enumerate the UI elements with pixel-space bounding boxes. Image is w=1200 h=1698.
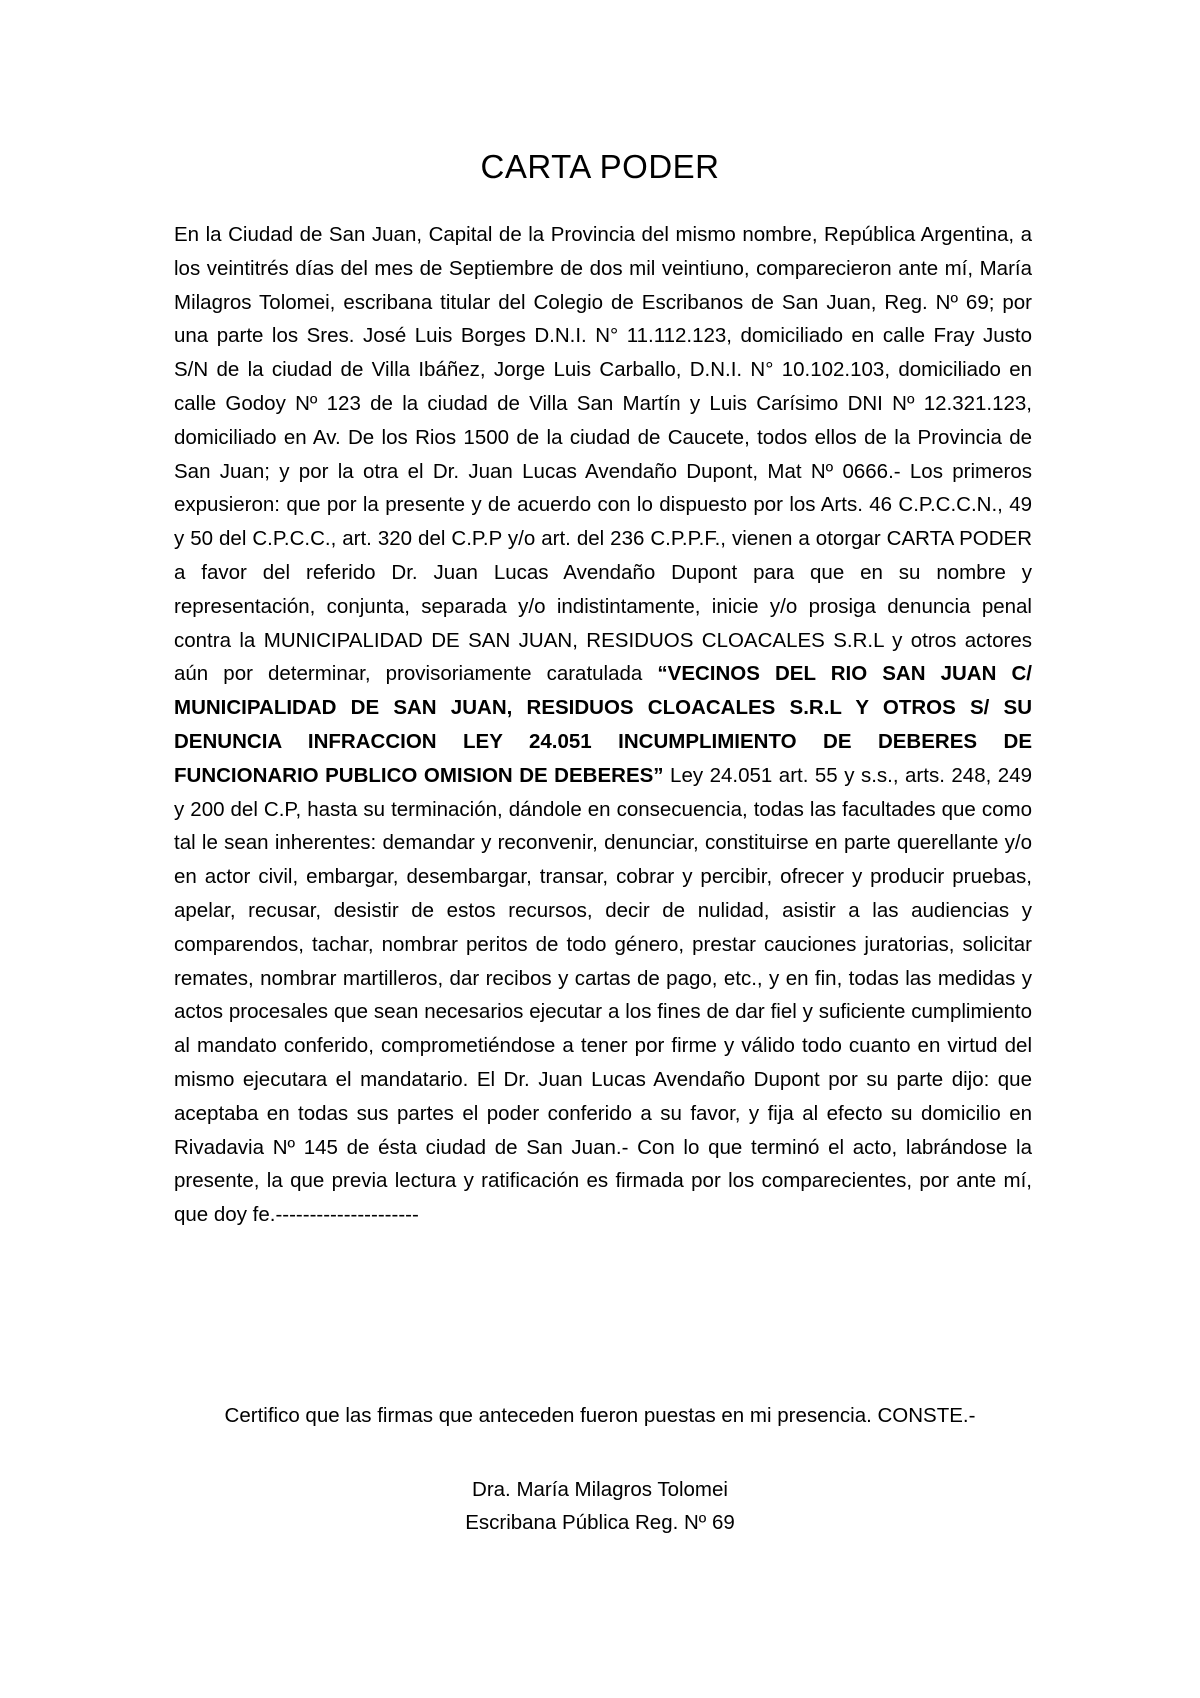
certification-statement: Certifico que las firmas que anteceden fueron puestas en mi presencia. CONSTE.- (224, 1404, 976, 1427)
signer-name: Dra. María Milagros Tolomei (472, 1478, 728, 1501)
signer-role: Escribana Pública Reg. Nº 69 (465, 1511, 735, 1534)
signer-block (0, 1473, 1200, 1539)
case-title: “VECINOS DEL RIO SAN JUAN C/ MUNICIPALIDAD DE SAN JUAN, RESIDUOS CLOACALES S.R.L Y OTROS S/ SU DENUNCIA INFRACCION LEY 24.051 INCUMPLIMIENTO DE DEBERES DE FUNCIONARIO PUBLICO OMISION DE DEBERES” (174, 662, 1033, 787)
body-text-part-2: Ley 24.051 art. 55 y s.s., arts. 248, 249 y 200 del C.P, hasta su terminación, dándole en consecuencia, todas las facultades que como tal le sean inherentes: demandar y reconvenir, denunciar, constituirse en parte querellante y/o en actor civil, embargar, desembargar, transar, cobrar y percibir, ofrecer y producir pruebas, apelar, recusar, desistir de estos recursos, decir de nulidad, asistir a las audiencias y comparendos, tachar, nombrar peritos de todo género, prestar cauciones juratorias, solicitar remates, nombrar martilleros, dar recibos y cartas de pago, etc., y en fin, todas las medidas y actos procesales que sean necesarios ejecutar a los fines de dar fiel y suficiente cumplimiento al mandato conferido, comprometiéndose a tener por firme y válido todo cuanto en virtud del mismo ejecutara el mandatario. El Dr. Juan Lucas Avendaño Dupont por su parte dijo: que aceptaba en todas sus partes el poder conferido a su favor, y fija al efecto su domicilio en Rivadavia Nº 145 de ésta ciudad de San Juan.- Con lo que terminó el acto, labrándose la presente, la que previa lectura y ratificación es firmada por los comparecientes, por ante mí, que doy fe.--------------------- (174, 763, 1032, 1227)
document-body (174, 218, 1032, 1232)
document-title: CARTA PODER (480, 148, 720, 185)
body-text-part-1: En la Ciudad de San Juan, Capital de la Provincia del mismo nombre, República Argentina, a los veintitrés días del mes de Septiembre de dos mil veintiuno, comparecieron ante mí, María Milagros Tolomei, escribana titular del Colegio de Escribanos de San Juan, Reg. Nº 69; por una parte los Sres. José Luis Borges D.N.I. N° 11.112.123, domiciliado en calle Fray Justo S/N de la ciudad de Villa Ibáñez, Jorge Luis Carballo, D.N.I. N° 10.102.103, domiciliado en calle Godoy Nº 123 de la ciudad de Villa San Martín y Luis Carísimo DNI Nº 12.321.123, domiciliado en Av. De los Rios 1500 de la ciudad de Caucete, todos ellos de la Provincia de San Juan; y por la otra el Dr. Juan Lucas Avendaño Dupont, Mat Nº 0666.- Los primeros expusieron: que por la presente y de acuerdo con lo dispuesto por los Arts. 46 C.P.C.C.N., 49 y 50 del C.P.C.C., art. 320 del C.P.P y/o art. del 236 C.P.P.F., vienen a otorgar CARTA PODER a favor del referido Dr. Juan Lucas Avendaño Dupont para que en su nombre y representación, conjunta, separada y/o indistintamente, inicie y/o prosiga denuncia penal contra la MUNICIPALIDAD DE SAN JUAN, RESIDUOS CLOACALES S.R.L y otros actores aún por determinar, provisoriamente caratulada (174, 223, 1032, 686)
